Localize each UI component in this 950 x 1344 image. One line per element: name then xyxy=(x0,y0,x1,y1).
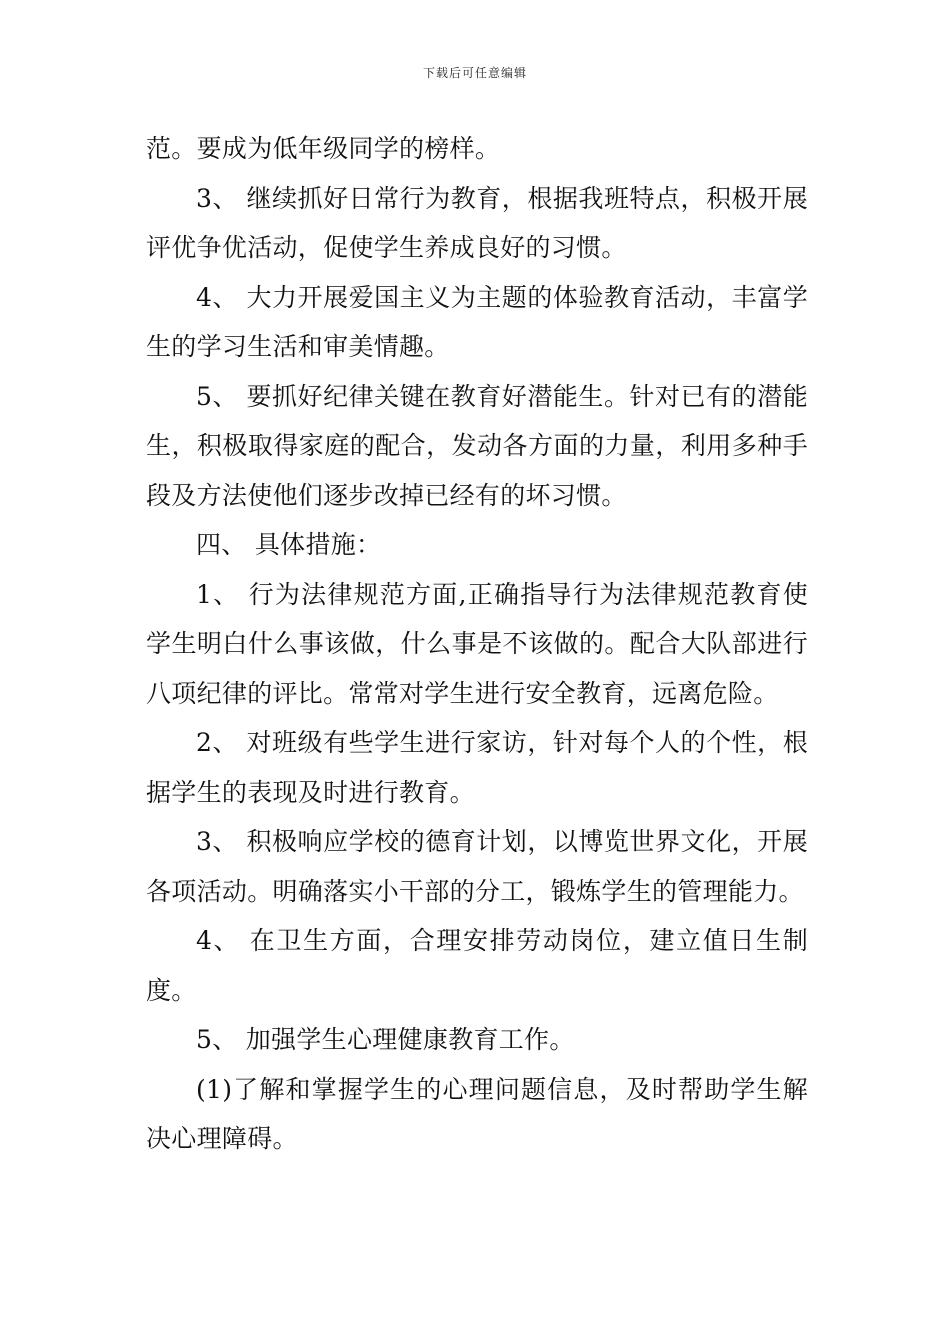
paragraph-2: 3、 继续抓好日常行为教育，根据我班特点，积极开展评优争优活动，促使学生养成良好的习惯。 xyxy=(146,183,808,262)
document-body xyxy=(146,124,808,1164)
paragraph-1: 范。要成为低年级同学的榜样。 xyxy=(146,134,501,163)
paragraph-7: 3、 积极响应学校的德育计划，以博览世界文化，开展各项活动。明确落实小干部的分工，锻炼学生的管理能力。 xyxy=(146,827,808,906)
paragraph-5: 1、 行为法律规范方面,正确指导行为法律规范教育使学生明白什么事该做，什么事是不该做的。配合大队部进行八项纪律的评比。常常对学生进行安全教育，远离危险。 xyxy=(146,579,808,708)
paragraph-3: 4、 大力开展爱国主义为主题的体验教育活动，丰富学生的学习生活和审美情趣。 xyxy=(146,282,808,361)
paragraph-10: (1)了解和掌握学生的心理问题信息，及时帮助学生解决心理障碍。 xyxy=(146,1074,808,1153)
paragraph-9: 5、 加强学生心理健康教育工作。 xyxy=(196,1025,575,1054)
paragraph-8: 4、 在卫生方面，合理安排劳动岗位，建立值日生制度。 xyxy=(146,926,808,1005)
page-header: 下载后可任意编辑 xyxy=(422,66,527,80)
paragraph-4: 5、 要抓好纪律关键在教育好潜能生。针对已有的潜能生，积极取得家庭的配合，发动各方面的力量，利用多种手段及方法使他们逐步改掉已经有的坏习惯。 xyxy=(146,381,808,510)
paragraph-6: 2、 对班级有些学生进行家访，针对每个人的个性，根据学生的表现及时进行教育。 xyxy=(146,728,808,807)
section-heading-measures: 四、 具体措施： xyxy=(196,530,382,559)
